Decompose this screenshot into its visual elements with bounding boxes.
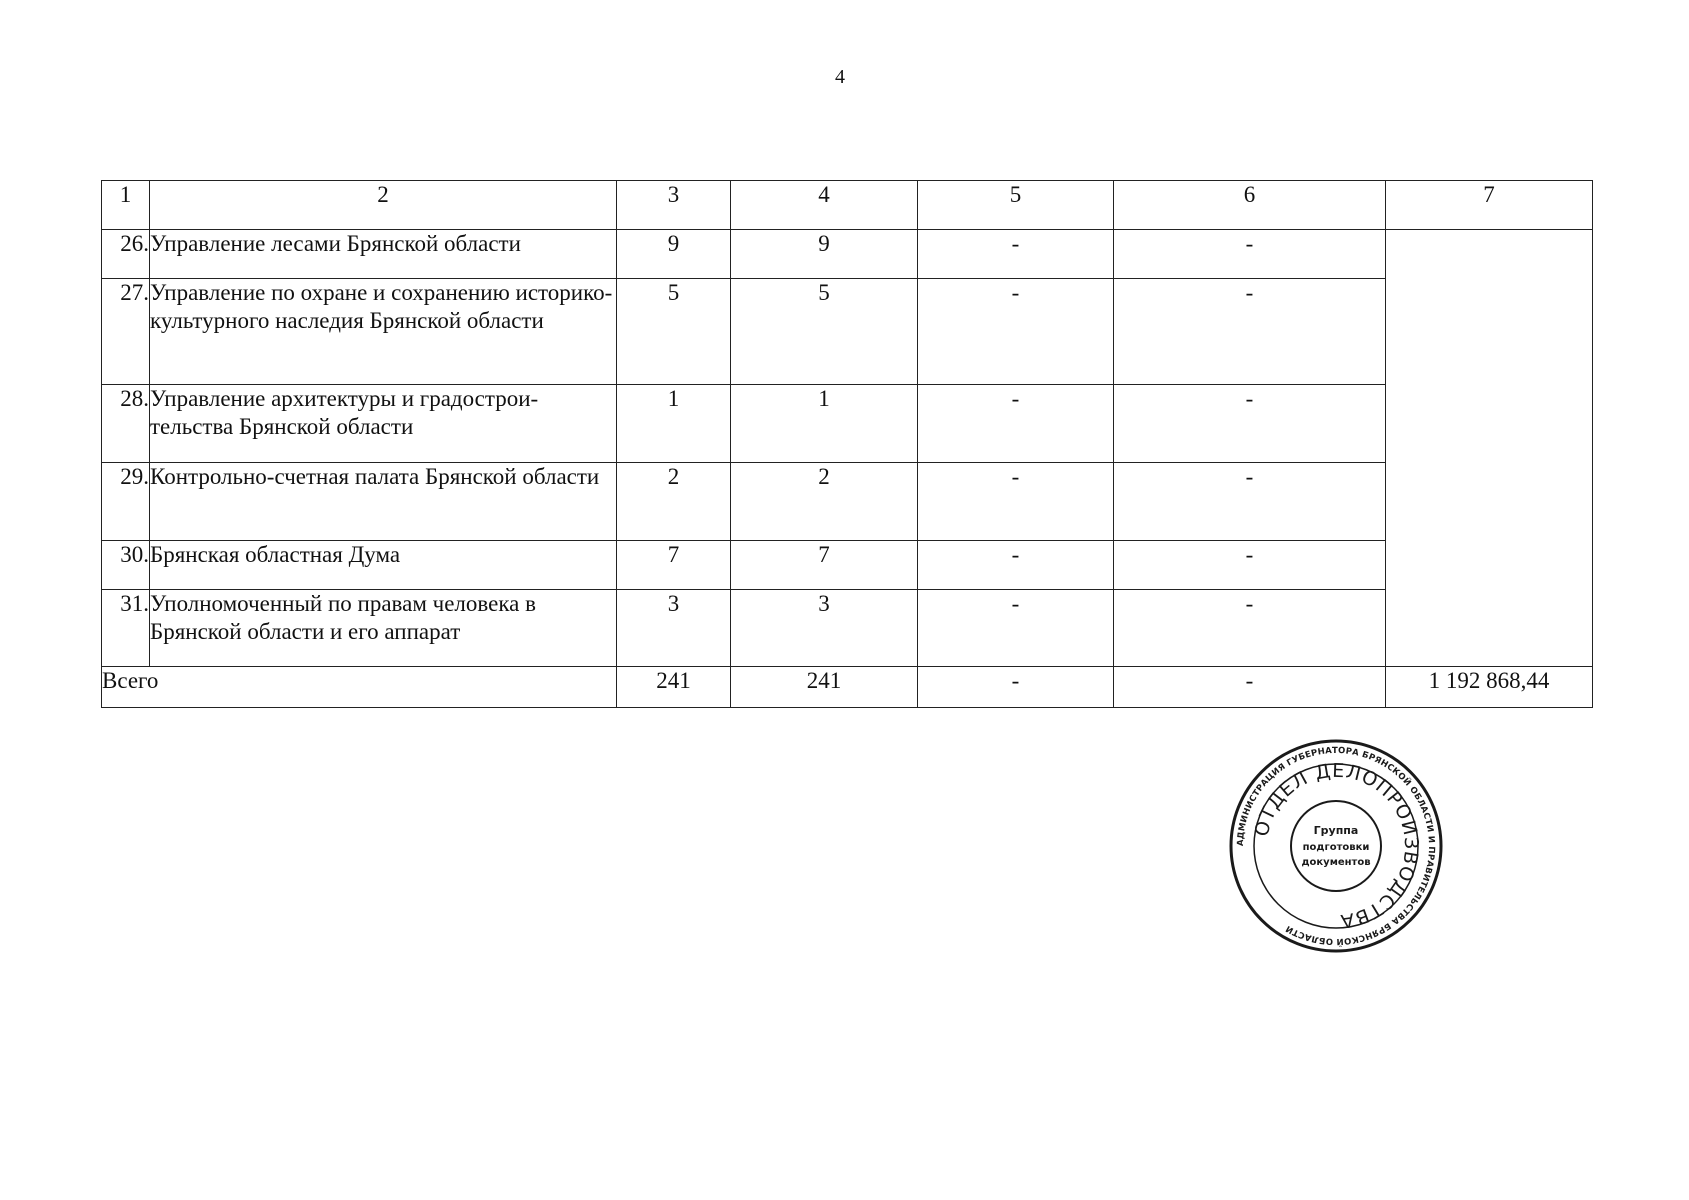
row-col6: - <box>1114 463 1386 541</box>
seal-center-line-2: подготовки <box>1302 842 1370 853</box>
header-cell-5: 5 <box>918 181 1114 230</box>
row-col6: - <box>1114 541 1386 590</box>
row-number: 31. <box>102 590 150 667</box>
row-col4: 7 <box>731 541 918 590</box>
row-col4: 1 <box>731 385 918 463</box>
header-cell-1: 1 <box>102 181 150 230</box>
row-col5: - <box>918 279 1114 385</box>
row-col6: - <box>1114 230 1386 279</box>
row-col6: - <box>1114 590 1386 667</box>
table-row <box>102 230 1593 279</box>
row-col5: - <box>918 463 1114 541</box>
row-col5: - <box>918 541 1114 590</box>
header-row <box>102 181 1593 230</box>
row-col4: 5 <box>731 279 918 385</box>
row-col4: 2 <box>731 463 918 541</box>
row-col4: 9 <box>731 230 918 279</box>
table-row <box>102 279 1593 385</box>
row-number: 26. <box>102 230 150 279</box>
row-number: 29. <box>102 463 150 541</box>
header-cell-6: 6 <box>1114 181 1386 230</box>
allocation-table <box>101 180 1593 708</box>
row-name: Управление лесами Брянской области <box>150 230 617 279</box>
row-col3: 3 <box>617 590 731 667</box>
merged-col7-cell <box>1386 230 1593 667</box>
table-row <box>102 541 1593 590</box>
total-col5: - <box>918 667 1114 708</box>
page-number: 4 <box>835 66 845 88</box>
row-col3: 2 <box>617 463 731 541</box>
row-col5: - <box>918 385 1114 463</box>
row-col3: 1 <box>617 385 731 463</box>
table-row <box>102 463 1593 541</box>
total-label: Всего <box>102 667 617 708</box>
row-col3: 9 <box>617 230 731 279</box>
row-name: Брянская областная Дума <box>150 541 617 590</box>
seal-middle-text: ОТДЕЛ ДЕЛОПРОИЗВОДСТВА <box>1250 759 1423 933</box>
row-name: Контрольно-счетная палата Брянской области <box>150 463 617 541</box>
row-col4: 3 <box>731 590 918 667</box>
total-col6: - <box>1114 667 1386 708</box>
row-name: Управление по охране и сохранению историко-культурного наследия Брянской области <box>150 279 617 385</box>
seal-center-line-1: Группа <box>1313 824 1359 837</box>
total-col4: 241 <box>731 667 918 708</box>
row-number: 30. <box>102 541 150 590</box>
total-col7: 1 192 868,44 <box>1386 667 1593 708</box>
row-name: Управление архитектуры и градострои-тельства Брянской области <box>150 385 617 463</box>
row-col3: 7 <box>617 541 731 590</box>
header-cell-2: 2 <box>150 181 617 230</box>
seal-center-line-3: документов <box>1301 857 1371 868</box>
row-col6: - <box>1114 385 1386 463</box>
seal-outer-text: АДМИНИСТРАЦИЯ ГУБЕРНАТОРА БРЯНСКОЙ ОБЛАСТИ И ПРАВИТЕЛЬСТВА БРЯНСКОЙ ОБЛАСТИ <box>1235 745 1437 947</box>
header-cell-4: 4 <box>731 181 918 230</box>
table-row <box>102 385 1593 463</box>
total-col3: 241 <box>617 667 731 708</box>
header-cell-3: 3 <box>617 181 731 230</box>
official-seal <box>1228 738 1444 954</box>
row-number: 27. <box>102 279 150 385</box>
row-col5: - <box>918 230 1114 279</box>
row-col3: 5 <box>617 279 731 385</box>
total-row <box>102 667 1593 708</box>
row-name: Уполномоченный по правам человека в Брянской области и его аппарат <box>150 590 617 667</box>
row-col6: - <box>1114 279 1386 385</box>
row-col5: - <box>918 590 1114 667</box>
row-number: 28. <box>102 385 150 463</box>
header-cell-7: 7 <box>1386 181 1593 230</box>
table-row <box>102 590 1593 667</box>
